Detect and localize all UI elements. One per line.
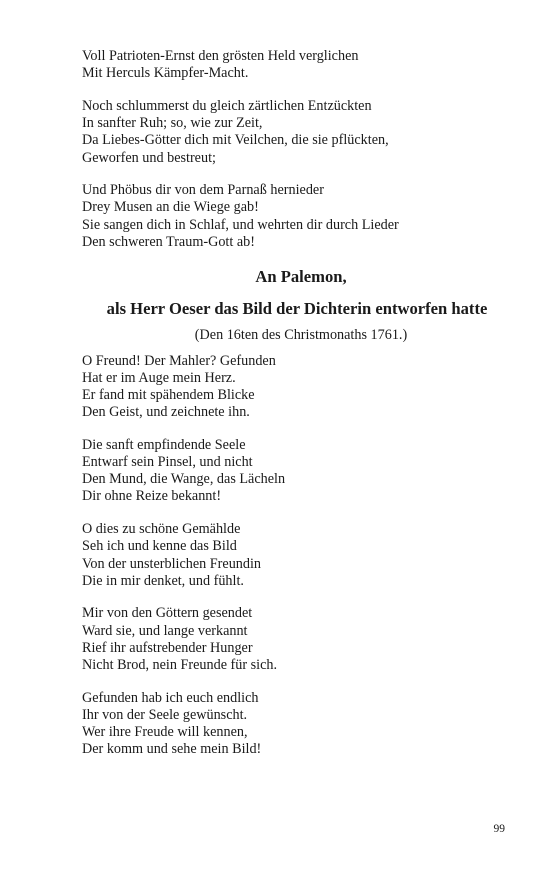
stanza — [82, 521, 512, 590]
verse-line: Den Geist, und zeichnete ihn. — [82, 404, 250, 421]
verse-line: Ihr von der Seele gewünscht. — [82, 706, 248, 723]
verse-line: Mir von den Göttern gesendet — [82, 605, 253, 622]
verse-line: Hat er im Auge mein Herz. — [82, 369, 236, 386]
previous-poem-continuation — [82, 48, 512, 251]
verse-line: O dies zu schöne Gemählde — [82, 521, 241, 538]
verse-line: Den schweren Traum-Gott ab! — [82, 233, 255, 250]
page-body — [82, 48, 512, 774]
verse-line: Die sanft empfindende Seele — [82, 436, 246, 453]
poem-body — [82, 353, 512, 759]
verse-line: Seh ich und kenne das Bild — [82, 538, 237, 555]
verse-line: Wer ihre Freude will kennen, — [82, 724, 248, 741]
verse-line: Ward sie, und lange verkannt — [82, 622, 248, 639]
verse-line: Entwarf sein Pinsel, und nicht — [82, 454, 253, 471]
stanza — [82, 690, 512, 759]
poem-dateline: (Den 16ten des Christmonaths 1761.) — [194, 326, 408, 343]
verse-line: In sanfter Ruh; so, wie zur Zeit, — [82, 115, 263, 132]
poem-title: An Palemon, — [255, 266, 347, 286]
page-number: 99 — [493, 823, 505, 835]
verse-line: Drey Musen an die Wiege gab! — [82, 199, 259, 216]
verse-line: Noch schlummerst du gleich zärtlichen Entzückten — [82, 97, 372, 114]
stanza — [82, 48, 512, 82]
verse-line: O Freund! Der Mahler? Gefunden — [82, 352, 276, 369]
verse-line: Er fand mit spähendem Blicke — [82, 386, 255, 403]
poem-subtitle: als Herr Oeser das Bild der Dichterin entworfen hatte — [106, 298, 488, 318]
stanza — [82, 182, 512, 251]
stanza — [82, 98, 512, 167]
stanza — [82, 437, 512, 506]
verse-line: Rief ihr aufstrebender Hunger — [82, 639, 253, 656]
verse-line: Sie sangen dich in Schlaf, und wehrten dir durch Lieder — [82, 216, 399, 233]
verse-line: Den Mund, die Wange, das Lächeln — [82, 471, 286, 488]
verse-line: Geworfen und bestreut; — [82, 149, 216, 166]
verse-line: Da Liebes-Götter dich mit Veilchen, die sie pflückten, — [82, 132, 389, 149]
verse-line: Nicht Brod, nein Freunde für sich. — [82, 657, 278, 674]
verse-line: Die in mir denket, und fühlt. — [82, 572, 244, 589]
verse-line: Von der unsterblichen Freundin — [82, 555, 262, 572]
verse-line: Voll Patrioten-Ernst den grösten Held verglichen — [82, 48, 359, 64]
verse-line: Und Phöbus dir von dem Parnaß hernieder — [82, 182, 324, 199]
verse-line: Dir ohne Reize bekannt! — [82, 488, 222, 505]
verse-line: Gefunden hab ich euch endlich — [82, 689, 259, 706]
stanza — [82, 605, 512, 674]
verse-line: Mit Herculs Kämpfer-Macht. — [82, 65, 249, 82]
verse-line: Der komm und sehe mein Bild! — [82, 741, 262, 758]
stanza — [82, 353, 512, 422]
